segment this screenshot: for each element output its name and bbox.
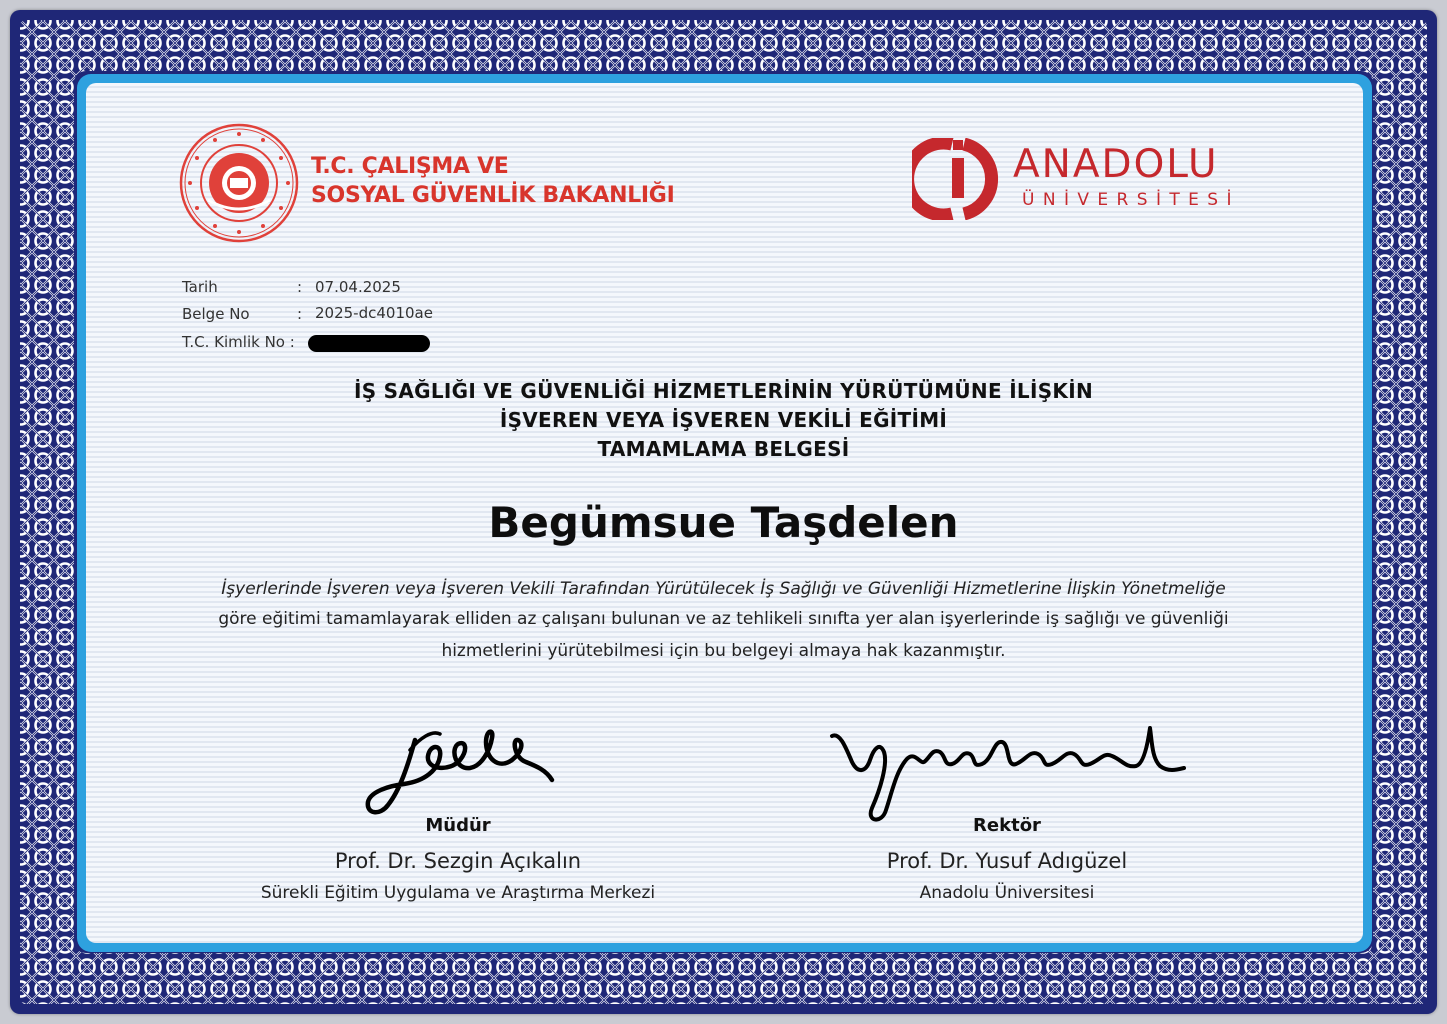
rector-name: Prof. Dr. Yusuf Adıgüzel <box>886 849 1128 873</box>
certificate-title-line1: İŞ SAĞLIĞI VE GÜVENLİĞİ HİZMETLERİNİN YÜRÜTÜMÜNE İLİŞKİN <box>353 379 1094 403</box>
document-number-colon: : <box>297 305 303 323</box>
university-subtitle: ÜNİVERSİTESİ <box>1022 190 1240 210</box>
date-label: Tarih <box>182 278 218 296</box>
id-number-label: T.C. Kimlik No : <box>182 333 295 351</box>
recipient-name: Begümsue Taşdelen <box>488 498 959 547</box>
body-text-line2: göre eğitimi tamamlayarak elliden az çalışanı bulunan ve az tehlikeli sınıfta yer alan işyerlerinde iş sağlığı ve güvenliği <box>218 609 1229 629</box>
document-number-value: 2025-dc4010ae <box>315 304 433 322</box>
rector-organization: Anadolu Üniversitesi <box>919 883 1095 903</box>
date-colon: : <box>297 278 303 296</box>
ministry-name-line1: T.C. ÇALIŞMA VE <box>311 154 509 179</box>
director-name: Prof. Dr. Sezgin Açıkalın <box>334 849 582 873</box>
anadolu-logo-icon <box>912 138 1004 220</box>
redacted-id-number <box>308 335 430 352</box>
director-role: Müdür <box>425 815 491 836</box>
ministry-name-line2: SOSYAL GÜVENLİK BAKANLIĞI <box>311 183 675 208</box>
certificate-title-line2: İŞVEREN VEYA İŞVEREN VEKİLİ EĞİTİMİ <box>499 408 948 432</box>
document-number-label: Belge No <box>182 305 250 323</box>
director-signature <box>300 710 660 830</box>
rector-role: Rektör <box>973 815 1041 836</box>
body-text-line1: İşyerlerinde İşveren veya İşveren Vekili Tarafından Yürütülecek İş Sağlığı ve Güvenliği Hizmetlerine İlişkin Yönetmeliğe <box>221 579 1226 599</box>
certificate-title-line3: TAMAMLAMA BELGESİ <box>597 437 850 461</box>
body-text-line3: hizmetlerini yürütebilmesi için bu belgeyi almaya hak kazanmıştır. <box>441 641 1006 661</box>
rector-signature <box>826 712 1186 832</box>
ministry-name <box>311 152 674 210</box>
date-value: 07.04.2025 <box>315 278 401 296</box>
university-name: ANADOLU <box>1013 142 1219 187</box>
ministry-seal-icon <box>178 122 300 244</box>
director-organization: Sürekli Eğitim Uygulama ve Araştırma Merkezi <box>260 883 656 903</box>
